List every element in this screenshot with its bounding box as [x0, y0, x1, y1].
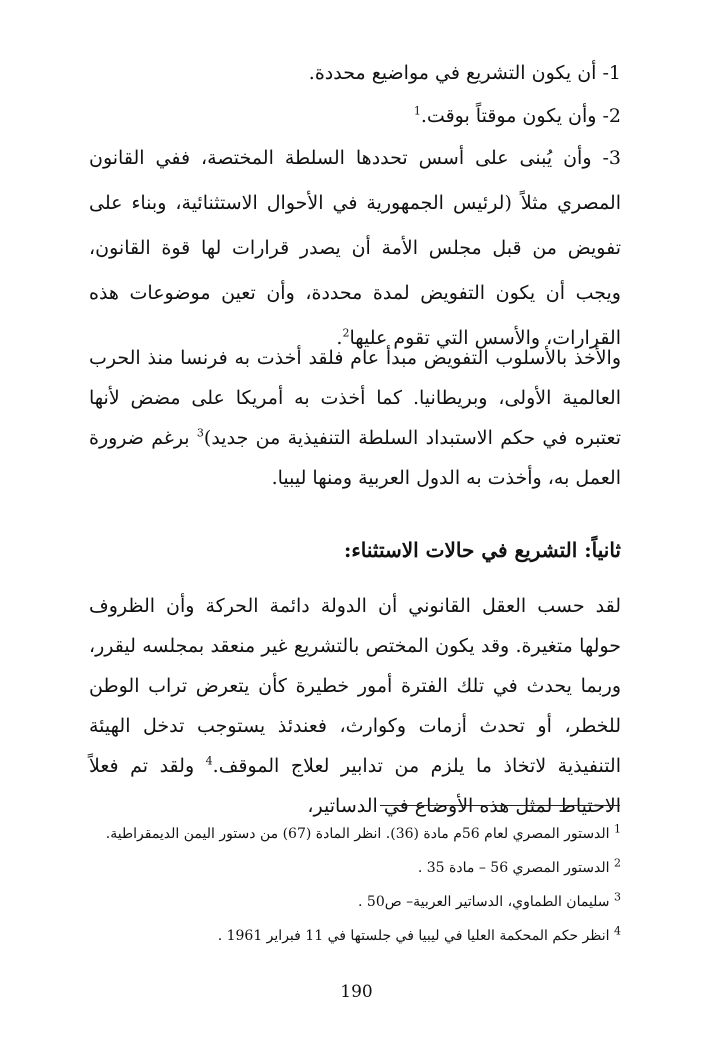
- footnote-separator: [380, 805, 620, 806]
- list-item-1: [89, 60, 621, 86]
- list-item-number: 2-: [602, 105, 621, 127]
- paragraph-text: والأخذ بالأسلوب التفويض مبدأ عام فلقد أخذت به فرنسا منذ الحرب العالمية الأولى، وبريطانيا. كما أخذت به أمريكا على مضض لأنها تعتبره في حكم الاستبداد السلطة التنفيذية من جديد): [89, 347, 621, 449]
- body-paragraph-1: [89, 338, 621, 498]
- page-number: 190: [340, 982, 373, 1002]
- footnote-text: انظر حكم المحكمة العليا في ليبيا في جلستها في 11 فبراير 1961 .: [217, 928, 610, 944]
- footnote-1: [81, 820, 621, 854]
- footnote-text: سليمان الطماوي، الدساتير العربية– ص50 .: [358, 894, 610, 910]
- list-item-number: 1-: [602, 62, 621, 84]
- list-item-text: وأن يُبنى على أسس تحددها السلطة المختصة، ففي القانون المصري مثلاً (لرئيس الجمهورية في الأحوال الاستثنائية، وبناء على تفويض من قبل مجلس الأمة أن يصدر قرارات لها قوة القانون، ويجب أن يكون التفويض لمدة محددة، وأن تعين موضوعات هذه القرارات، والأسس التي تقوم عليها: [89, 147, 621, 349]
- footnote-ref[interactable]: 2: [342, 326, 350, 340]
- footnote-text: الدستور المصري 56 – مادة 35 .: [417, 860, 610, 876]
- footnotes: [81, 820, 621, 956]
- list-item-end: .: [336, 327, 343, 349]
- footnote-ref[interactable]: 4: [205, 754, 213, 768]
- list-item-number: 3-: [602, 147, 621, 169]
- footnote-mark: 3: [614, 890, 621, 904]
- list-item-3: [89, 136, 621, 361]
- footnote-ref[interactable]: 1: [413, 104, 421, 118]
- paragraph-text-continued: برغم ضرورة العمل به، وأخذت به الدول العربية ومنها ليبيا.: [89, 427, 621, 489]
- footnote-ref[interactable]: 3: [196, 426, 204, 440]
- paragraph-text: لقد حسب العقل القانوني أن الدولة دائمة الحركة وأن الظروف حولها متغيرة. وقد يكون المختص بالتشريع غير منعقد بمجلسه ليقرر، وربما يحدث في تلك الفترة أمور خطيرة كأن يتعرض تراب الوطن للخطر، أو تحدث أزمات وكوارث، فعندئذ يستوجب تدخل الهيئة التنفيذية لاتخاذ ما يلزم من تدابير لعلاج الموقف.: [89, 595, 622, 777]
- list-item-text: وأن يكون موقتاً بوقت.: [420, 105, 597, 127]
- footnote-4: [81, 922, 621, 956]
- body-paragraph-2: [89, 586, 621, 826]
- paragraph-text-continued: ولقد تم فعلاً الاحتياط لمثل هذه الأوضاع في الدساتير،: [89, 755, 621, 817]
- footnote-mark: 4: [614, 924, 621, 938]
- footnote-2: [81, 854, 621, 888]
- list-item-2: [89, 103, 621, 129]
- footnote-3: [81, 888, 621, 922]
- footnote-mark: 1: [614, 822, 621, 836]
- footnote-text: الدستور المصري لعام 56م مادة (36). انظر المادة (67) من دستور اليمن الديمقراطية.: [105, 826, 610, 842]
- footnote-mark: 2: [614, 856, 621, 870]
- list-item-text: أن يكون التشريع في مواضيع محددة.: [308, 62, 597, 84]
- section-heading: ثانياً: التشريع في حالات الاستثناء:: [344, 538, 621, 562]
